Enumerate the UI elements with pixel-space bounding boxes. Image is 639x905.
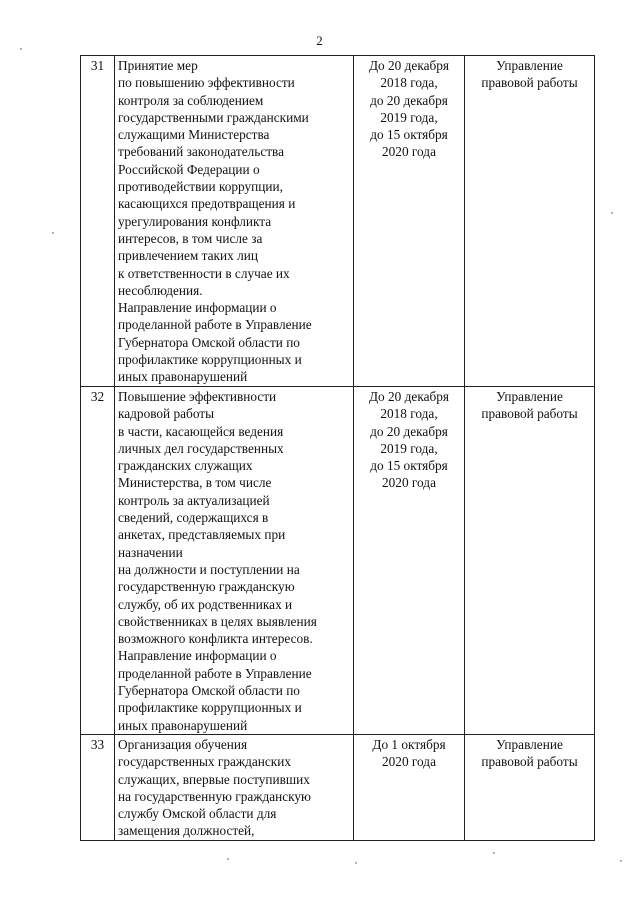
- responsible-unit: Управление правовой работы: [465, 387, 595, 735]
- table-row: [81, 387, 595, 735]
- page-number: 2: [316, 33, 323, 48]
- measure-description: Организация обучения государственных гражданских служащих, впервые поступивших на государственную гражданскую службу Омской области для замещения должностей,: [115, 734, 354, 840]
- table-row: [81, 734, 595, 840]
- scan-speck: [611, 212, 613, 214]
- scan-speck: [227, 858, 229, 860]
- scan-speck: [20, 48, 22, 50]
- row-number: 32: [81, 387, 115, 735]
- responsible-unit: Управление правовой работы: [465, 56, 595, 387]
- deadline: До 20 декабря 2018 года, до 20 декабря 2019 года, до 15 октября 2020 года: [354, 56, 465, 387]
- deadline: До 20 декабря 2018 года, до 20 декабря 2019 года, до 15 октября 2020 года: [354, 387, 465, 735]
- scan-speck: [52, 232, 54, 234]
- row-number: 33: [81, 734, 115, 840]
- scan-speck: [620, 860, 622, 862]
- scan-speck: [493, 852, 495, 854]
- measure-description: Принятие мер по повышению эффективности контроля за соблюдением государственными гражданскими служащими Министерства требований законодательства Российской Федерации о противодействии коррупции, касающихся предотвращения и урегулирования конфликта интересов, в том числе за привлечением таких лиц к ответственности в случае их несоблюдения. Направление информации о проделанной работе в Управление Губернатора Омской области по профилактике коррупционных и иных правонарушений: [115, 56, 354, 387]
- deadline: До 1 октября 2020 года: [354, 734, 465, 840]
- measure-description: Повышение эффективности кадровой работы в части, касающейся ведения личных дел государственных гражданских служащих Министерства, в том числе контроль за актуализацией сведений, содержащихся в анкетах, представляемых при назначении на должности и поступлении на государственную гражданскую службу, об их родственниках и свойственниках в целях выявления возможного конфликта интересов. Направление информации о проделанной работе в Управление Губернатора Омской области по профилактике коррупционных и иных правонарушений: [115, 387, 354, 735]
- measures-table: [80, 55, 595, 841]
- row-number: 31: [81, 56, 115, 387]
- responsible-unit: Управление правовой работы: [465, 734, 595, 840]
- table-row: [81, 56, 595, 387]
- scan-speck: [355, 862, 357, 864]
